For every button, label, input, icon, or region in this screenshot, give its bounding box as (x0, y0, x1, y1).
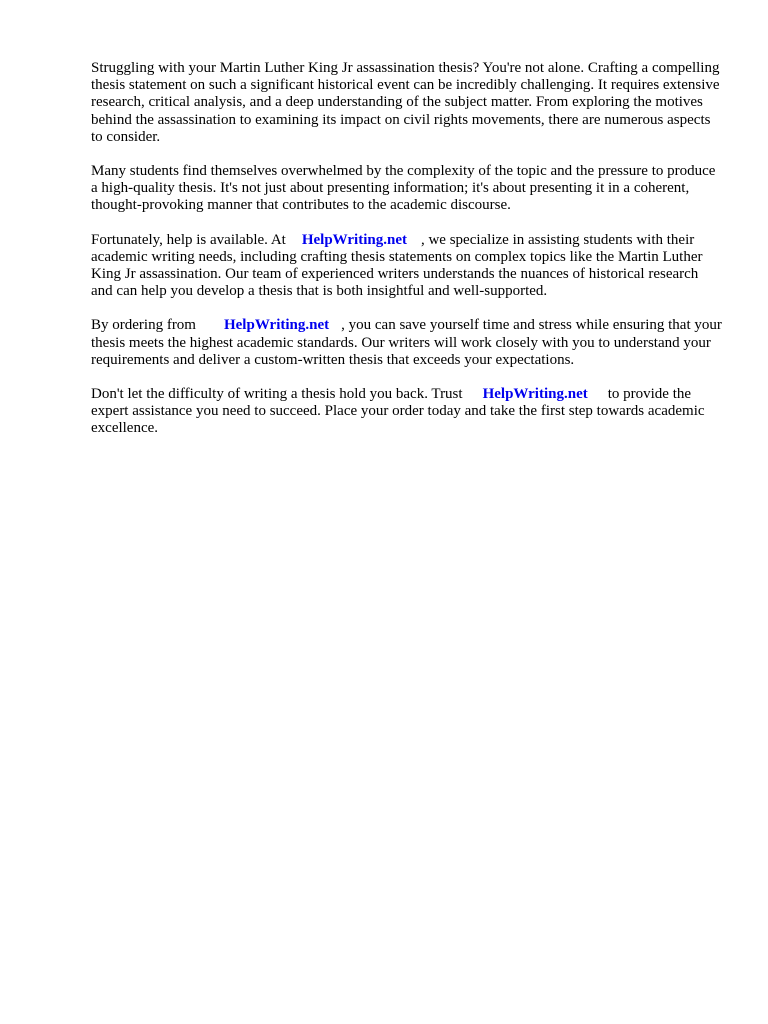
paragraph-trust-after: to provide the expert assistance you need to succeed. Place your order today and take the first step towards academic excellence. (91, 386, 705, 437)
paragraph-students (91, 163, 723, 215)
paragraph-students-text: Many students find themselves overwhelmed by the complexity of the topic and the pressure to produce a high-quality thesis. It's not just about presenting information; it's about presenting it in a coherent, thought-provoking manner that contributes to the academic discourse. (91, 163, 716, 214)
document-page (91, 60, 723, 455)
paragraph-ordering (91, 317, 723, 369)
helpwriting-link-3[interactable]: HelpWriting.net (482, 386, 588, 403)
helpwriting-link-1[interactable]: HelpWriting.net (301, 231, 407, 248)
paragraph-ordering-after: , you can save yourself time and stress while ensuring that your thesis meets the highest academic standards. Our writers will work closely with you to understand your requirements and deliver a custom-written thesis that exceeds your expectations. (91, 317, 722, 368)
paragraph-ordering-before: By ordering from (91, 317, 196, 334)
paragraph-intro-text: Struggling with your Martin Luther King Jr assassination thesis? You're not alone. Crafting a compelling thesis statement on such a significant historical event can be incredibly challenging. It requires extensive research, critical analysis, and a deep understanding of the subject matter. From exploring the motives behind the assassination to examining its impact on civil rights movements, there are numerous aspects to consider. (91, 60, 720, 145)
paragraph-intro (91, 60, 723, 146)
paragraph-help-after: , we specialize in assisting students with their academic writing needs, including crafting thesis statements on complex topics like the Martin Luther King Jr assassination. Our team of experienced writers understands the nuances of historical research and can help you develop a thesis that is both insightful and well-supported. (91, 231, 703, 300)
paragraph-help (91, 232, 723, 301)
paragraph-trust (91, 386, 723, 438)
paragraph-help-before: Fortunately, help is available. At (91, 231, 286, 248)
helpwriting-link-2[interactable]: HelpWriting.net (223, 317, 330, 334)
paragraph-trust-before: Don't let the difficulty of writing a thesis hold you back. Trust (91, 386, 463, 403)
